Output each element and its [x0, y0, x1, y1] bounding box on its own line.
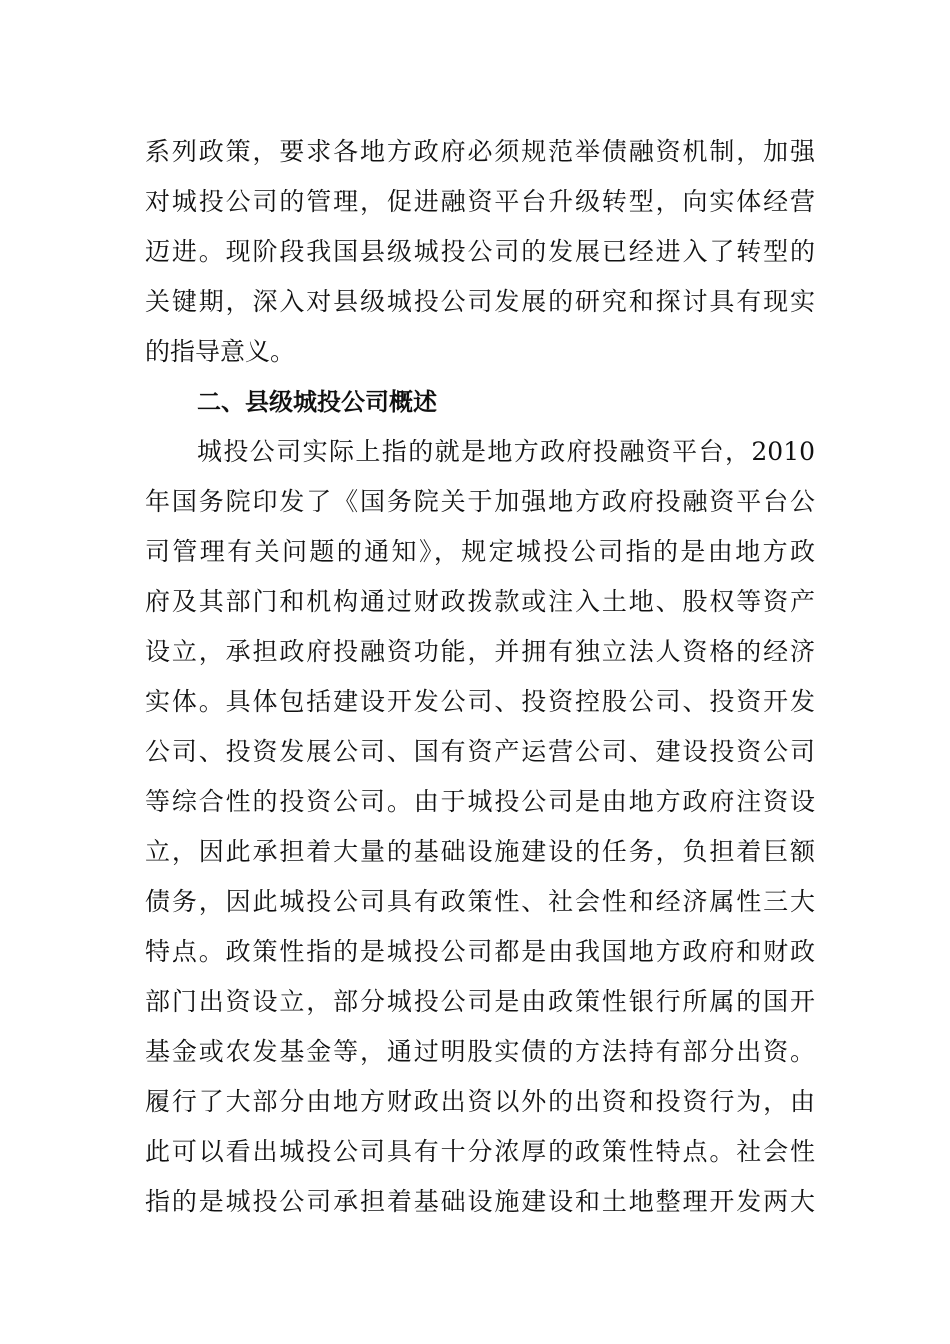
body-line-16: 指的是城投公司承担着基础设施建设和土地整理开发两大: [145, 1187, 815, 1216]
body-line-1: 城投公司实际上指的就是地方政府投融资平台，2010: [197, 437, 815, 466]
body-line-14: 履行了大部分由地方财政出资以外的出资和投资行为，由: [145, 1087, 815, 1116]
intro-line-3: 迈进。现阶段我国县级城投公司的发展已经进入了转型的: [145, 237, 815, 266]
body-line-15: 此可以看出城投公司具有十分浓厚的政策性特点。社会性: [145, 1137, 815, 1166]
body-line-10: 债务，因此城投公司具有政策性、社会性和经济属性三大: [145, 887, 815, 916]
section-heading: 二、县级城投公司概述: [197, 388, 437, 416]
body-line-7: 公司、投资发展公司、国有资产运营公司、建设投资公司: [145, 737, 815, 766]
body-line-2: 年国务院印发了《国务院关于加强地方政府投融资平台公: [145, 487, 815, 516]
intro-line-2: 对城投公司的管理，促进融资平台升级转型，向实体经营: [145, 187, 815, 216]
body-line-13: 基金或农发基金等，通过明股实债的方法持有部分出资。: [145, 1037, 815, 1066]
body-line-12: 部门出资设立，部分城投公司是由政策性银行所属的国开: [145, 987, 815, 1016]
intro-line-5: 的指导意义。: [145, 337, 296, 366]
body-line-9: 立，因此承担着大量的基础设施建设的任务，负担着巨额: [145, 837, 815, 866]
body-line-4: 府及其部门和机构通过财政拨款或注入土地、股权等资产: [145, 587, 815, 616]
body-line-8: 等综合性的投资公司。由于城投公司是由地方政府注资设: [145, 787, 815, 816]
body-line-11: 特点。政策性指的是城投公司都是由我国地方政府和财政: [145, 937, 815, 966]
body-line-5: 设立，承担政府投融资功能，并拥有独立法人资格的经济: [145, 637, 815, 666]
intro-line-1: 系列政策，要求各地方政府必须规范举债融资机制，加强: [145, 137, 815, 166]
intro-line-4: 关键期，深入对县级城投公司发展的研究和探讨具有现实: [145, 287, 815, 316]
body-line-3: 司管理有关问题的通知》，规定城投公司指的是由地方政: [145, 537, 815, 566]
body-line-6: 实体。具体包括建设开发公司、投资控股公司、投资开发: [145, 687, 815, 716]
